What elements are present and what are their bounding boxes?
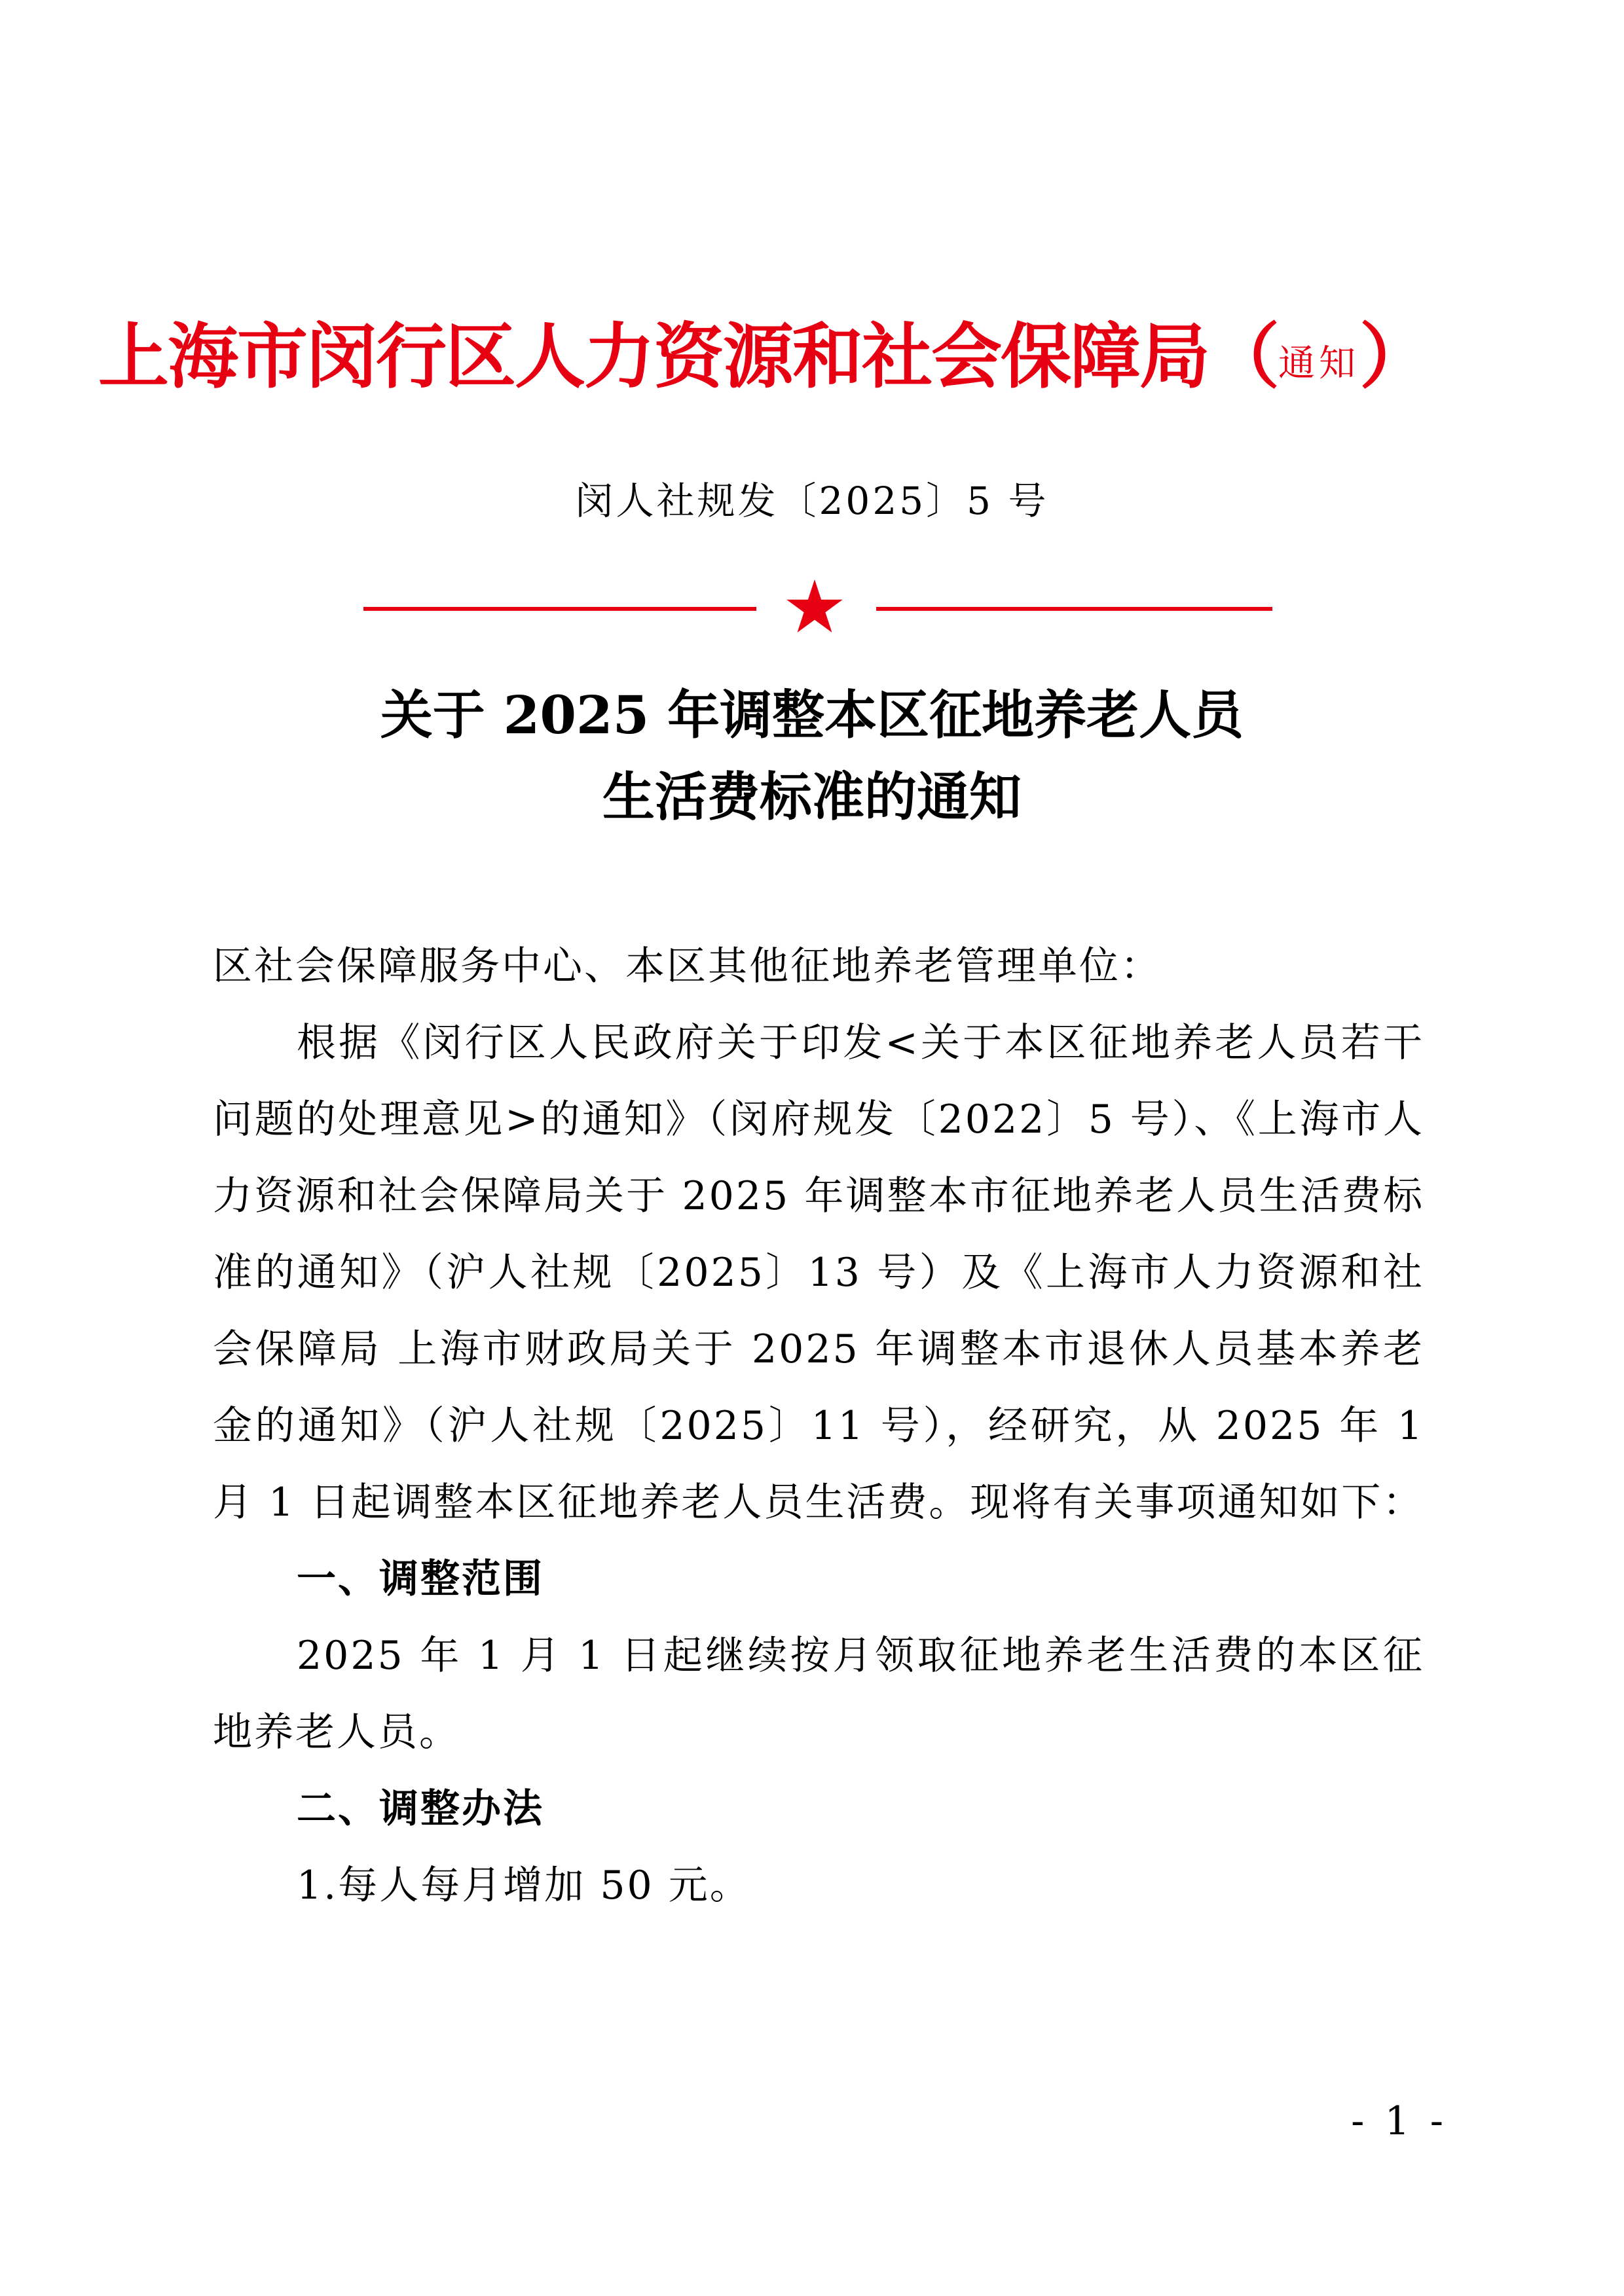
paragraph-1: 根据《闵行区人民政府关于印发<关于本区征地养老人员若干问题的处理意见>的通知》（闵府规发〔2022〕5 号）、《上海市人力资源和社会保障局关于 2025 年调整本市征地养老人员生活费标准的通知》（沪人社规〔2025〕13 号）及《上海市人力资源和社会保障局 上海市财政局关于 2025 年调整本市退休人员基本养老金的通知》（沪人社规〔2025〕11 号），经研究，从 2025 年 1 月 1 日起调整本区征地养老人员生活费。现将有关事项通知如下：: [213, 1020, 1424, 1525]
section-2-item-1: 1.每人每月增加 50 元。: [297, 1863, 751, 1908]
divider-line-left: [363, 607, 756, 611]
document-title-line1: 关于 2025 年调整本区征地养老人员: [380, 684, 1244, 746]
section-2-heading: 二、调整办法: [297, 1786, 544, 1832]
star-icon: [786, 579, 843, 632]
document-title-line2: 生活费标准的通知: [602, 766, 1022, 828]
header-paren-open: （: [1209, 316, 1279, 398]
document-title: [0, 674, 1624, 838]
section-1-heading: 一、调整范围: [297, 1556, 544, 1602]
divider-line-right: [876, 607, 1272, 611]
section-1-text: 2025 年 1 月 1 日起继续按月领取征地养老生活费的本区征地养老人员。: [213, 1633, 1424, 1755]
header-suffix: 通知: [1278, 342, 1360, 385]
document-number: 闵人社规发〔2025〕5 号: [575, 479, 1049, 523]
page-number: - 1 -: [1351, 2098, 1447, 2144]
header-paren-close: ）: [1359, 316, 1430, 398]
red-divider: [0, 573, 1624, 645]
salutation: 区社会保障服务中心、本区其他征地养老管理单位：: [213, 943, 1162, 989]
header-org: 上海市闵行区人力资源和社会保障局: [98, 316, 1209, 398]
header-title: [98, 308, 1572, 406]
document-body: [213, 928, 1424, 1924]
